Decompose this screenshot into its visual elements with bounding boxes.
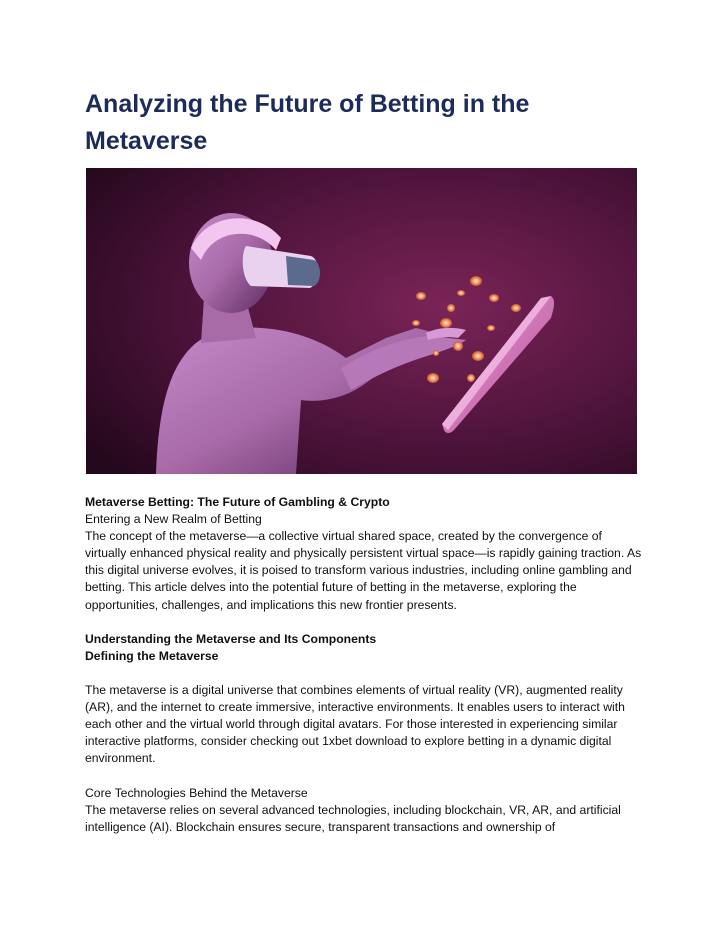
section-subheading: Defining the Metaverse — [85, 648, 219, 663]
section-subheading: Core Technologies Behind the Metaverse — [85, 785, 308, 800]
hero-image — [86, 168, 637, 474]
spacer — [85, 614, 645, 631]
paragraph: The metaverse relies on several advanced technologies, including blockchain, VR, AR, and artificial intelligence (AI). Blockchain ensures secure, transparent transactions and ownership of — [85, 802, 621, 834]
document-page — [85, 86, 645, 160]
spacer — [85, 665, 645, 682]
section-heading: Metaverse Betting: The Future of Gambling & Crypto — [85, 495, 390, 509]
article-body — [85, 494, 645, 836]
vr-illustration — [86, 168, 637, 474]
section-subheading: Entering a New Realm of Betting — [85, 512, 262, 527]
page-title: Analyzing the Future of Betting in the Metaverse — [85, 90, 530, 155]
paragraph: The metaverse is a digital universe that combines elements of virtual reality (VR), augmented reality (AR), and the internet to create immersive, interactive environments. It enables users to interact with each other and the virtual world through digital avatars. For those interested in experiencing similar interactive platforms, consider checking out 1xbet download to explore betting in a dynamic digital environment. — [85, 683, 625, 766]
paragraph: The concept of the metaverse—a collective virtual shared space, created by the convergence of virtually enhanced physical reality and physically persistent virtual space—is rapidly gaining traction. As this digital universe evolves, it is poised to transform various industries, including online gambling and betting. This article delves into the potential future of betting in the metaverse, exploring the opportunities, challenges, and implications this new frontier presents. — [85, 529, 642, 612]
section-heading: Understanding the Metaverse and Its Components — [85, 631, 377, 646]
spacer — [85, 768, 645, 785]
